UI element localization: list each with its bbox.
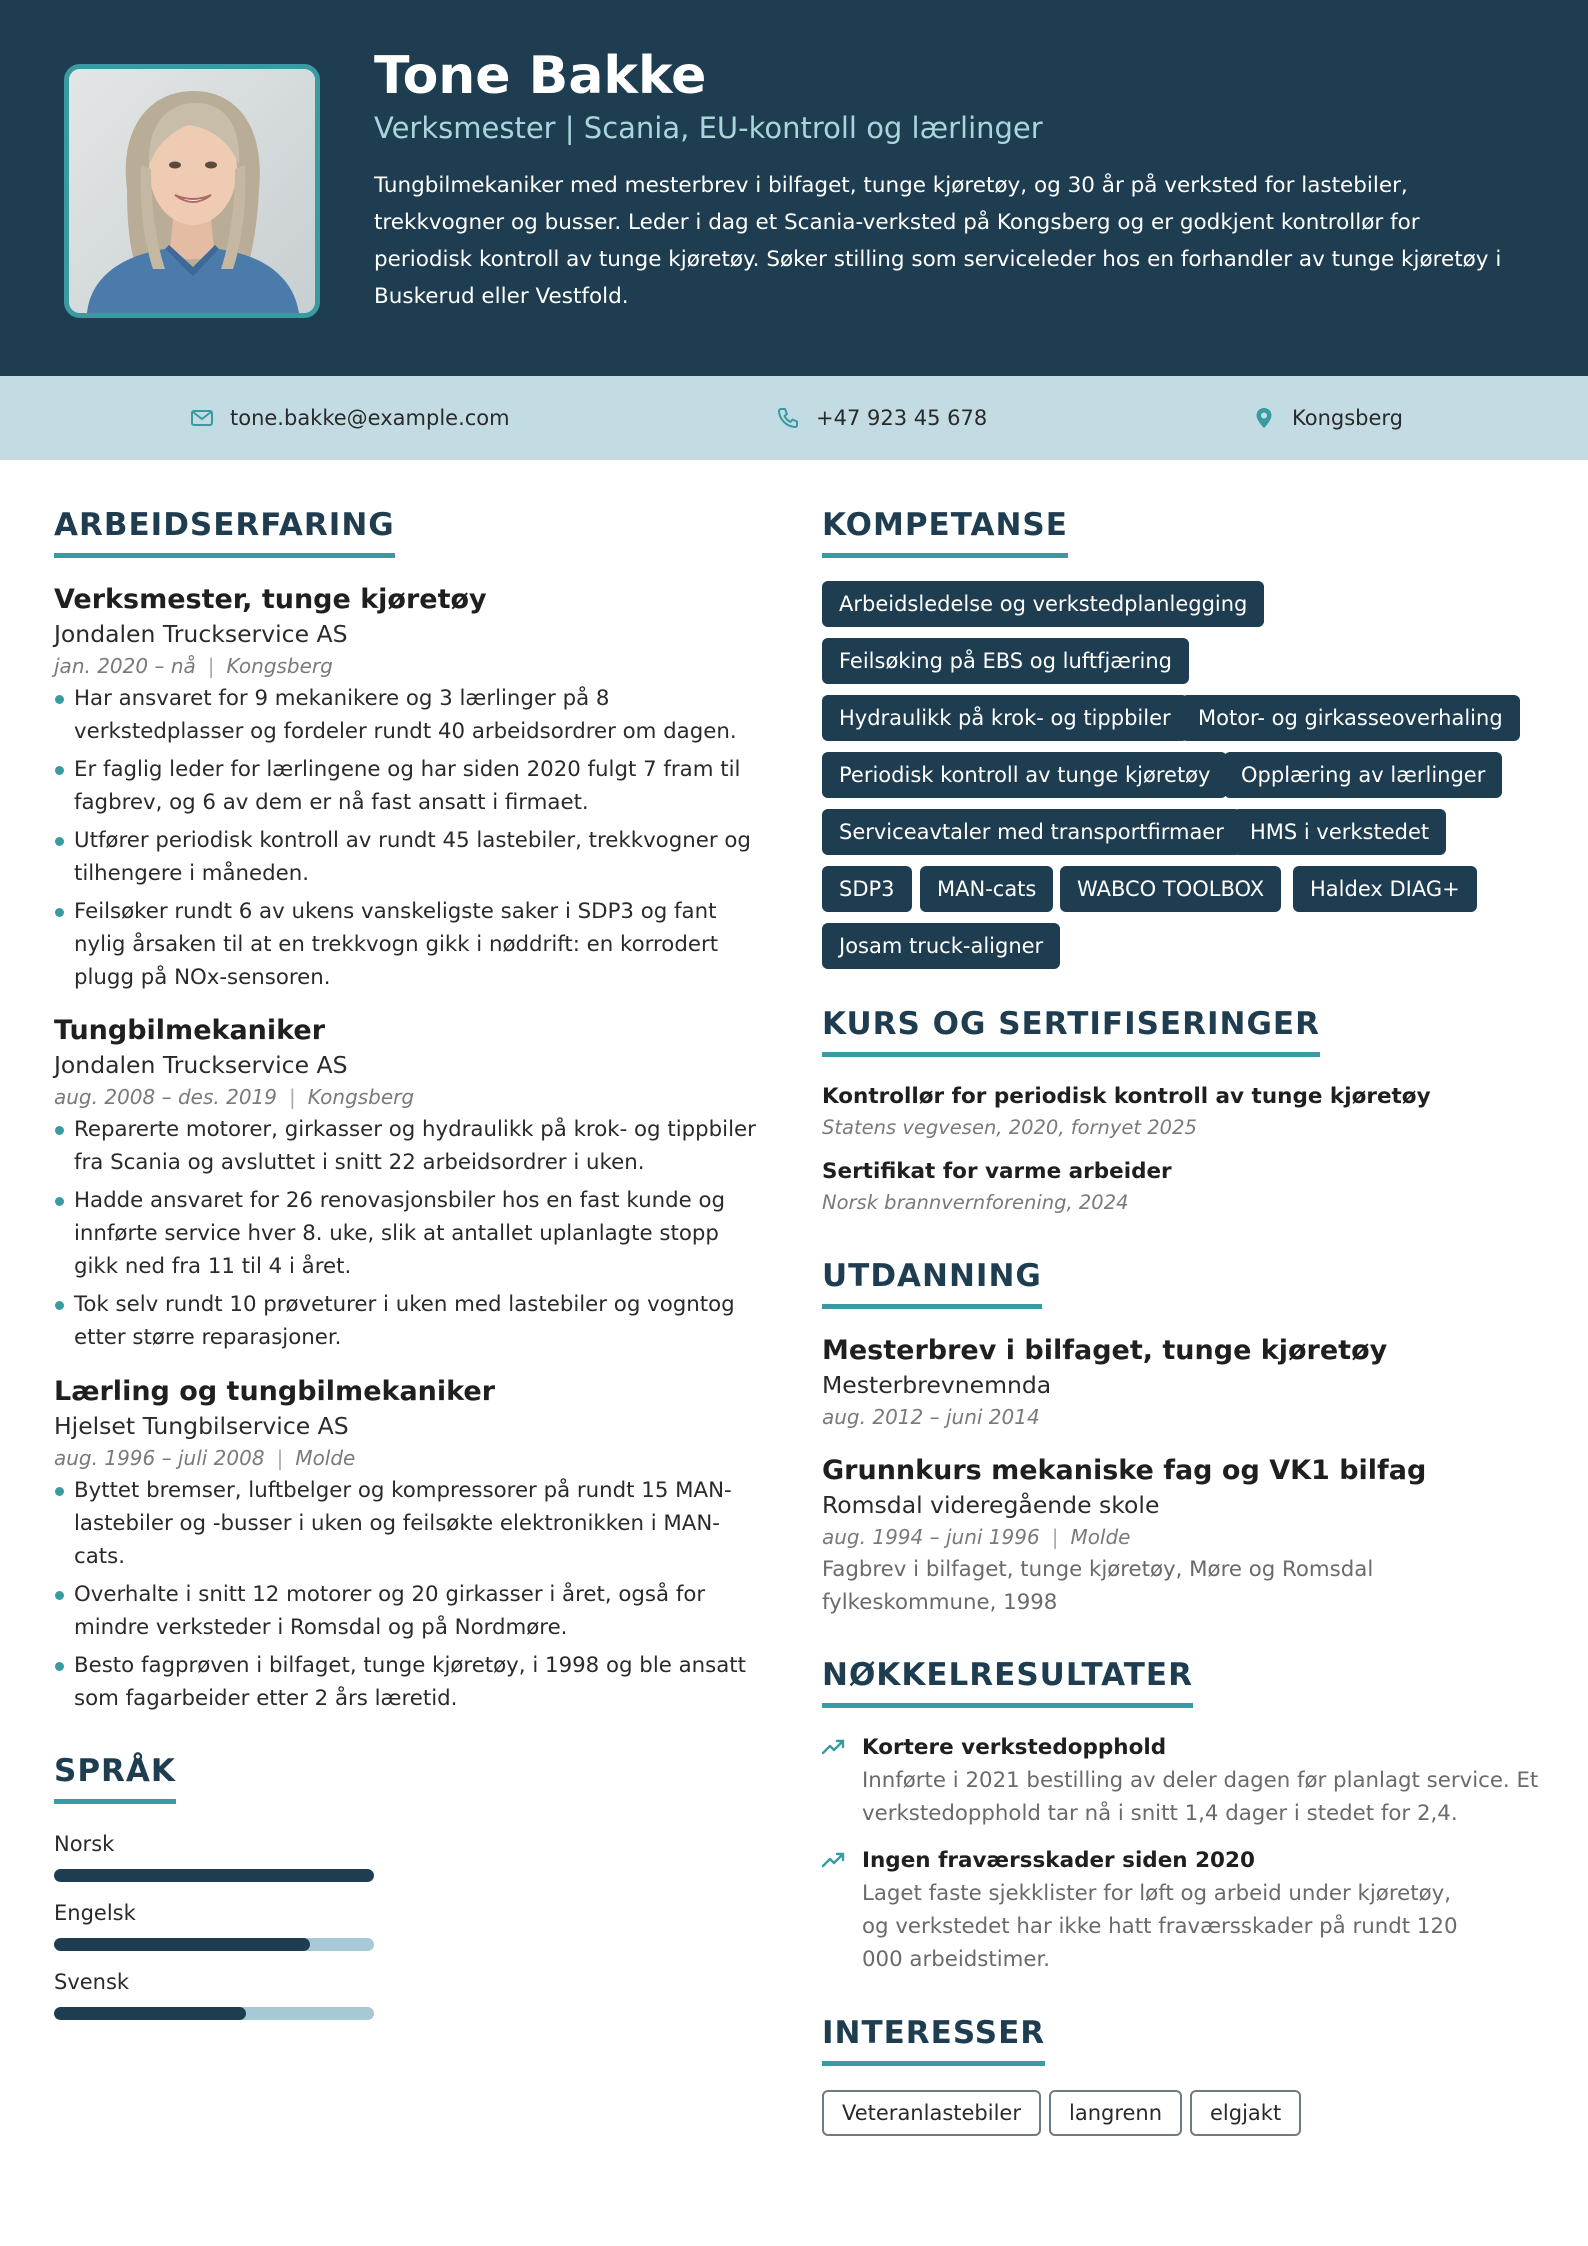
education-item bbox=[822, 1453, 1522, 1619]
job-bullet: Feilsøker rundt 6 av ukens vanskeligste saker i SDP3 og fant nylig årsaken til at en trekkvogn gikk i nøddrift: en korrodert plugg på NOx-sensoren. bbox=[54, 895, 764, 994]
job-title: Lærling og tungbilmekaniker bbox=[54, 1376, 496, 1407]
education-school: Romsdal videregående skole bbox=[822, 1491, 1160, 1519]
contact-phone[interactable] bbox=[776, 376, 987, 460]
language-level-bar bbox=[54, 1869, 374, 1882]
job-company: Hjelset Tungbilservice AS bbox=[54, 1412, 349, 1440]
interest-tag: langrenn bbox=[1049, 2090, 1182, 2136]
experience-item bbox=[54, 1013, 764, 1359]
cert-meta: Statens vegvesen, 2020, fornyet 2025 bbox=[822, 1116, 1197, 1139]
job-meta: jan. 2020 – nå | Kongsberg bbox=[54, 654, 333, 678]
job-bullet: Utfører periodisk kontroll av rundt 45 lastebiler, trekkvogner og tilhengere i måneden. bbox=[54, 824, 764, 890]
person-name: Tone Bakke bbox=[374, 46, 707, 106]
section-title-education: UTDANNING bbox=[822, 1256, 1042, 1309]
job-bullet: Har ansvaret for 9 mekanikere og 3 lærlinger på 8 verkstedplasser og fordeler rundt 40 arbeidsordrer om dagen. bbox=[54, 682, 764, 748]
section-title-skills: KOMPETANSE bbox=[822, 505, 1068, 558]
job-bullet: Byttet bremser, luftbelger og kompressorer på rundt 15 MAN-lastebiler og -busser i uken og feilsøkte elektronikken i MAN-cats. bbox=[54, 1474, 764, 1573]
job-meta: aug. 1996 – juli 2008 | Molde bbox=[54, 1446, 356, 1470]
cert-meta: Norsk brannvernforening, 2024 bbox=[822, 1191, 1129, 1214]
education-dates: aug. 2012 – juni 2014 bbox=[822, 1405, 1040, 1429]
phone-text: +47 923 45 678 bbox=[816, 406, 988, 430]
cert-title: Sertifikat for varme arbeider bbox=[822, 1159, 1172, 1184]
skill-tag: HMS i verkstedet bbox=[1233, 809, 1446, 855]
phone-icon bbox=[776, 406, 800, 430]
education-school: Mesterbrevnemnda bbox=[822, 1371, 1052, 1399]
education-item bbox=[822, 1333, 1522, 1433]
section-title-certs: KURS OG SERTIFISERINGER bbox=[822, 1004, 1320, 1057]
job-location: Kongsberg bbox=[226, 654, 333, 678]
skill-tag: Haldex DIAG+ bbox=[1293, 866, 1477, 912]
language-level-fill bbox=[54, 1938, 310, 1951]
skill-tag: Arbeidsledelse og verkstedplanlegging bbox=[822, 581, 1264, 627]
person-headline: Verksmester | Scania, EU-kontroll og lærlinger bbox=[374, 111, 1043, 145]
interest-tag: Veteranlastebiler bbox=[822, 2090, 1041, 2136]
skill-tag: SDP3 bbox=[822, 866, 912, 912]
job-bullet: Hadde ansvaret for 26 renovasjonsbiler hos en fast kunde og innførte service hver 8. uke, slik at antallet uplanlagte stopp gikk ned fra 11 til 4 i året. bbox=[54, 1184, 764, 1283]
header bbox=[0, 0, 1588, 376]
skill-tag: WABCO TOOLBOX bbox=[1060, 866, 1281, 912]
cert-title: Kontrollør for periodisk kontroll av tunge kjøretøy bbox=[822, 1084, 1431, 1109]
job-meta: aug. 2008 – des. 2019 | Kongsberg bbox=[54, 1085, 415, 1109]
skill-tag: Serviceavtaler med transportfirmaer bbox=[822, 809, 1241, 855]
skill-tag: Motor- og girkasseoverhaling bbox=[1181, 695, 1520, 741]
language-item bbox=[54, 1967, 374, 2020]
result-item bbox=[822, 1731, 1542, 1830]
section-title-results: NØKKELRESULTATER bbox=[822, 1655, 1193, 1708]
language-level-fill bbox=[54, 1869, 374, 1882]
profile-photo bbox=[64, 64, 320, 318]
section-title-experience: ARBEIDSERFARING bbox=[54, 505, 395, 558]
result-title: Ingen fraværsskader siden 2020 bbox=[862, 1848, 1255, 1873]
language-name: Svensk bbox=[54, 1970, 130, 1994]
job-title: Verksmester, tunge kjøretøy bbox=[54, 584, 487, 615]
skill-tag: Feilsøking på EBS og luftfjæring bbox=[822, 638, 1189, 684]
job-company: Jondalen Truckservice AS bbox=[54, 620, 348, 648]
job-company: Jondalen Truckservice AS bbox=[54, 1051, 348, 1079]
result-title: Kortere verkstedopphold bbox=[862, 1735, 1167, 1760]
job-bullet: Reparerte motorer, girkasser og hydraulikk på krok- og tippbiler fra Scania og avsluttet i snitt 22 arbeidsordrer i uken. bbox=[54, 1113, 764, 1179]
result-description: Innførte i 2021 bestilling av deler dagen før planlagt service. Et verkstedopphold tar nå i snitt 1,4 dager i stedet for 2,4. bbox=[862, 1768, 1539, 1826]
contact-location bbox=[1252, 376, 1403, 460]
location-text: Kongsberg bbox=[1292, 406, 1403, 430]
education-note: Fagbrev i bilfaget, tunge kjøretøy, Møre og Romsdal fylkeskommune, 1998 bbox=[822, 1557, 1374, 1615]
cert-item bbox=[822, 1156, 1522, 1218]
trend-up-icon bbox=[822, 1850, 846, 1870]
language-item bbox=[54, 1829, 374, 1882]
job-bullet: Tok selv rundt 10 prøveturer i uken med lastebiler og vogntog etter større reparasjoner. bbox=[54, 1288, 764, 1354]
job-location: Kongsberg bbox=[307, 1085, 415, 1109]
profile-summary: Tungbilmekaniker med mesterbrev i bilfaget, tunge kjøretøy, og 30 år på verksted for lastebiler, trekkvogner og busser. Leder i dag et Scania-verksted på Kongsberg og er godkjent kontrollør for periodisk kontroll av tunge kjøretøy. Søker stilling som serviceleder hos en forhandler av tunge kjøretøy i Buskerud eller Vestfold. bbox=[374, 173, 1502, 309]
job-dates: aug. 1996 – juli 2008 bbox=[54, 1446, 265, 1470]
language-level-bar bbox=[54, 2007, 374, 2020]
education-dates: aug. 1994 – juni 1996 bbox=[822, 1525, 1040, 1549]
skill-tag: Periodisk kontroll av tunge kjøretøy bbox=[822, 752, 1227, 798]
interest-tag: elgjakt bbox=[1190, 2090, 1301, 2136]
job-bullets bbox=[54, 1474, 764, 1715]
experience-item bbox=[54, 582, 764, 999]
language-name: Engelsk bbox=[54, 1901, 136, 1925]
education-location: Molde bbox=[1070, 1525, 1131, 1549]
language-level-bar bbox=[54, 1938, 374, 1951]
contact-email[interactable] bbox=[190, 376, 510, 460]
job-bullet: Overhalte i snitt 12 motorer og 20 girkasser i året, også for mindre verksteder i Romsdal og på Nordmøre. bbox=[54, 1578, 764, 1644]
skill-tag: MAN-cats bbox=[920, 866, 1053, 912]
language-name: Norsk bbox=[54, 1832, 115, 1856]
job-bullet: Er faglig leder for lærlingene og har siden 2020 fulgt 7 fram til fagbrev, og 6 av dem er nå fast ansatt i firmaet. bbox=[54, 753, 764, 819]
result-description: Laget faste sjekklister for løft og arbeid under kjøretøy, og verkstedet har ikke hatt fraværsskader på rundt 120 000 arbeidstimer. bbox=[862, 1881, 1458, 1972]
education-meta: aug. 1994 – juni 1996 | Molde bbox=[822, 1525, 1131, 1549]
job-dates: aug. 2008 – des. 2019 bbox=[54, 1085, 277, 1109]
education-meta bbox=[822, 1401, 1522, 1433]
section-title-interests: INTERESSER bbox=[822, 2013, 1045, 2066]
map-pin-icon bbox=[1252, 406, 1276, 430]
result-item bbox=[822, 1844, 1542, 1976]
job-bullets bbox=[54, 1113, 764, 1354]
section-title-languages: SPRÅK bbox=[54, 1751, 176, 1804]
language-item bbox=[54, 1898, 374, 1951]
experience-item bbox=[54, 1374, 764, 1720]
skill-tag: Josam truck-aligner bbox=[822, 923, 1060, 969]
cert-item bbox=[822, 1081, 1522, 1143]
job-dates: jan. 2020 – nå bbox=[54, 654, 196, 678]
education-title: Mesterbrev i bilfaget, tunge kjøretøy bbox=[822, 1335, 1388, 1366]
job-bullet: Besto fagprøven i bilfaget, tunge kjøretøy, i 1998 og ble ansatt som fagarbeider etter 2 års læretid. bbox=[54, 1649, 764, 1715]
education-title: Grunnkurs mekaniske fag og VK1 bilfag bbox=[822, 1455, 1427, 1486]
job-bullets bbox=[54, 682, 764, 994]
contact-bar bbox=[0, 376, 1588, 460]
envelope-icon bbox=[190, 406, 214, 430]
job-title: Tungbilmekaniker bbox=[54, 1015, 326, 1046]
language-level-fill bbox=[54, 2007, 246, 2020]
job-location: Molde bbox=[295, 1446, 356, 1470]
skill-tag: Opplæring av lærlinger bbox=[1224, 752, 1502, 798]
email-text: tone.bakke@example.com bbox=[230, 406, 510, 430]
trend-up-icon bbox=[822, 1737, 846, 1757]
skill-tag: Hydraulikk på krok- og tippbiler bbox=[822, 695, 1188, 741]
